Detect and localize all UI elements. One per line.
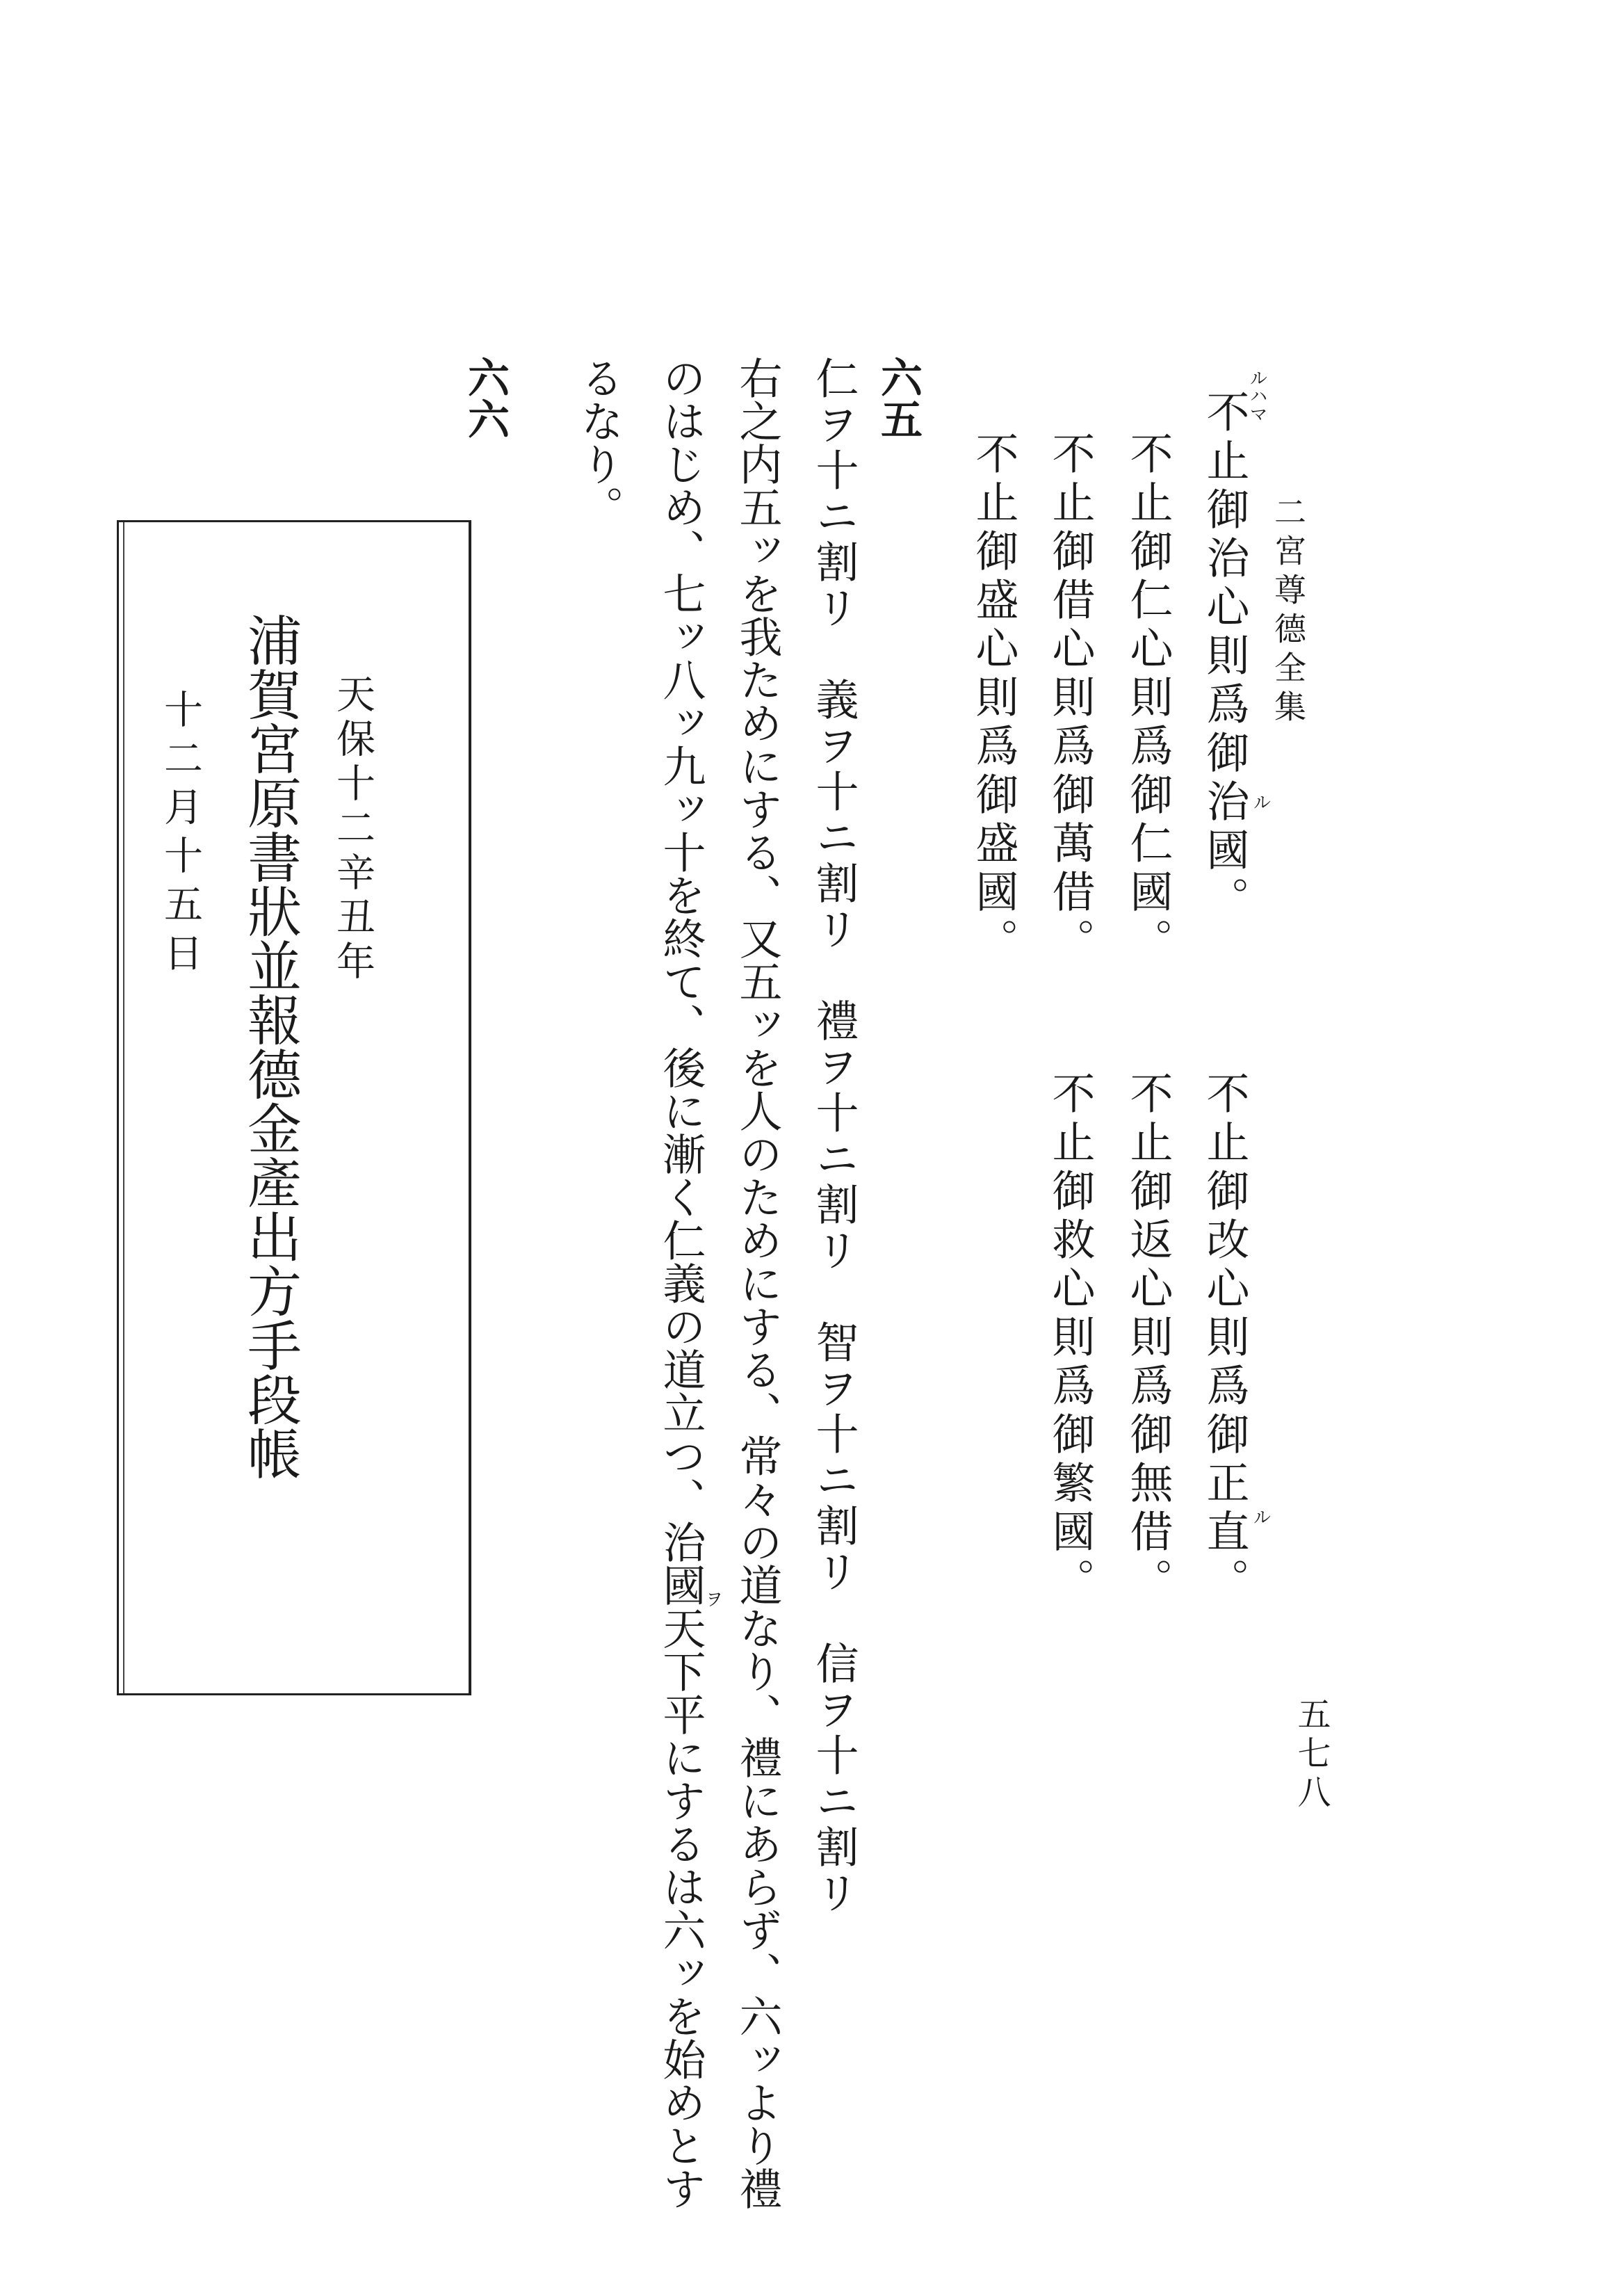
document-date: 十二月十五日 bbox=[158, 689, 203, 981]
box-inner-rule bbox=[123, 522, 124, 1693]
document-title: 浦賀宮原書狀並報德金產出方手段帳 bbox=[238, 613, 301, 1480]
section-65-paragraph-line-2: のはじめ、七ッ八ッ九ッ十を終て、後に漸く仁義の道立つ、治國天下平にするは六ッを始めとす bbox=[656, 356, 706, 2210]
ruby-note-4: ヲ bbox=[702, 1590, 723, 1608]
section-66-heading: 六六 bbox=[461, 356, 510, 439]
maxim-line-3: 不止御借心則爲御萬借。 bbox=[1045, 431, 1096, 967]
maxim-line-5: 不止御改心則爲御正直。 bbox=[1199, 1071, 1250, 1606]
book-title-header: 二宮尊德全集 bbox=[1269, 495, 1307, 729]
ruby-note-2: ル bbox=[1250, 793, 1271, 811]
ruby-note-1: ルハマ bbox=[1247, 369, 1267, 423]
maxim-line-2: 不止御仁心則爲御仁國。 bbox=[1123, 431, 1174, 967]
section-65-paragraph-line-3: るなり。 bbox=[574, 356, 624, 528]
maxim-line-6: 不止御返心則爲御無借。 bbox=[1123, 1071, 1174, 1606]
section-65-heading: 六五 bbox=[874, 356, 923, 439]
maxim-line-7: 不止御救心則爲御繁國。 bbox=[1045, 1071, 1096, 1606]
maxim-line-4: 不止御盛心則爲御盛國。 bbox=[968, 431, 1019, 967]
document-title-box bbox=[117, 520, 471, 1695]
section-65-division-line: 仁ヲ十ニ割リ 義ヲ十ニ割リ 禮ヲ十ニ割リ 智ヲ十ニ割リ 信ヲ十ニ割リ bbox=[809, 356, 859, 1916]
document-era: 天保十二辛丑年 bbox=[330, 674, 375, 985]
maxim-line-1: 不止御治心則爲御治國。 bbox=[1199, 389, 1250, 925]
page-number: 五七八 bbox=[1292, 1697, 1331, 1814]
section-65-paragraph-line-1: 右之内五ッを我ためにする、又五ッを人のためにする、常々の道なり、禮にあらず、六ッより禮 bbox=[732, 356, 783, 2210]
ruby-note-3: ル bbox=[1250, 1508, 1271, 1526]
